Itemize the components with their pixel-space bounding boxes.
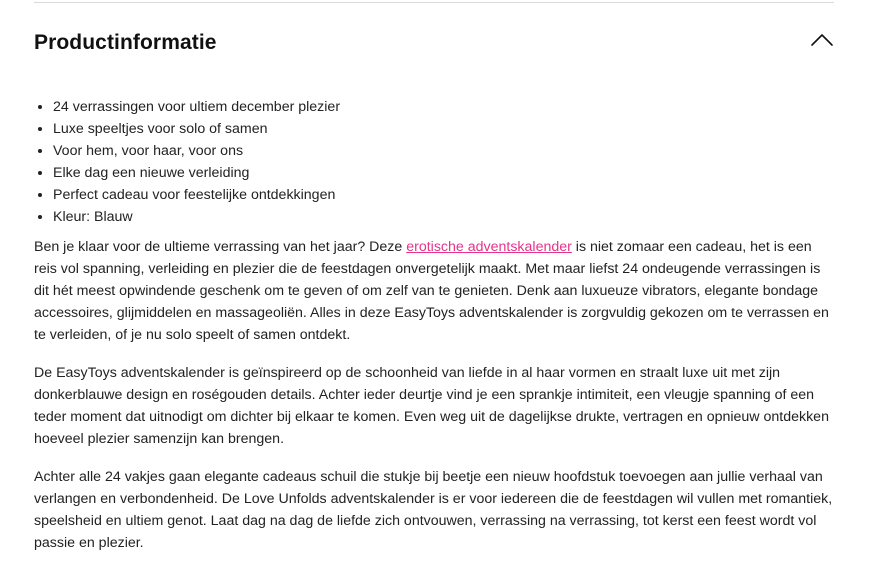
description-paragraph-1	[34, 236, 834, 346]
top-divider	[34, 2, 834, 3]
product-info-accordion-header[interactable]	[34, 22, 834, 66]
adventskalender-link[interactable]: erotische adventskalender	[406, 239, 572, 255]
product-info-content	[34, 96, 834, 570]
paragraph-text: is niet zomaar een cadeau, het is een reis vol spanning, verleiding en plezier die de feestdagen onvergetelijk maakt. Met maar liefst 24 ondeugende verrassingen is dit hét meest opwindende geschenk om te geven of om zelf van te genieten. Denk aan luxueuze vibrators, elegante bondage accessoires, glijmiddelen en massageoliën. Alles in deze EasyToys adventskalender is zorgvuldig gekozen om te verrassen en te verleiden, of je nu solo speelt of samen ontdekt.	[34, 239, 829, 343]
list-item: • Voor hem, voor haar, voor ons	[53, 140, 834, 162]
list-item: • Kleur: Blauw	[53, 206, 834, 228]
feature-list	[34, 96, 834, 228]
list-item: • 24 verrassingen voor ultiem december plezier	[53, 96, 834, 118]
paragraph-text: Ben je klaar voor de ultieme verrassing van het jaar? Deze	[34, 239, 407, 255]
list-item: • Perfect cadeau voor feestelijke ontdekkingen	[53, 184, 834, 206]
description-paragraph-3: Achter alle 24 vakjes gaan elegante cadeaus schuil die stukje bij beetje een nieuw hoofdstuk toevoegen aan jullie verhaal van verlangen en verbondenheid. De Love Unfolds adventskalender is er voor iedereen die de feestdagen wil vullen met romantiek, speelsheid en ultiem genot. Laat dag na dag de liefde zich ontvouwen, verrassing na verrassing, tot kerst een feest wordt vol passie en plezier.	[34, 469, 833, 551]
section-title: Productinformatie	[34, 31, 217, 54]
description-paragraph-2: De EasyToys adventskalender is geïnspireerd op de schoonheid van liefde in al haar vormen en straalt luxe uit met zijn donkerblauwe design en roségouden details. Achter ieder deurtje vind je een sprankje intimiteit, een vleugje spanning of een teder moment dat uitnodigt om dichter bij elkaar te komen. Even weg uit de dagelijkse drukte, vertragen en opnieuw ontdekken hoeveel plezier samenzijn kan brengen.	[34, 365, 829, 447]
chevron-up-icon[interactable]	[810, 28, 834, 52]
list-item: • Luxe speeltjes voor solo of samen	[53, 118, 834, 140]
list-item: • Elke dag een nieuwe verleiding	[53, 162, 834, 184]
